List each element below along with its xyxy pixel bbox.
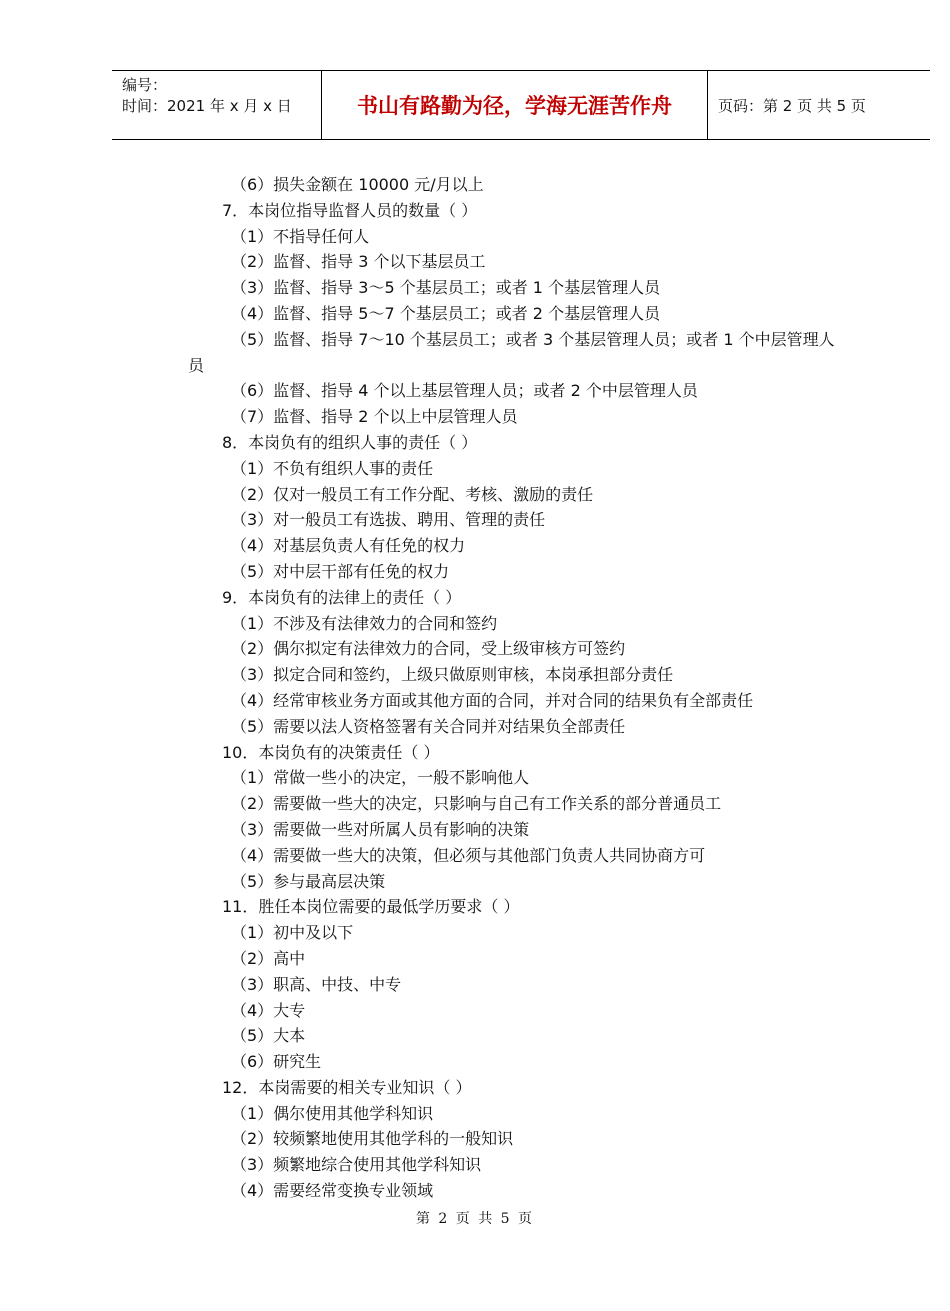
document-body xyxy=(0,172,950,1204)
option-line: （1）初中及以下 xyxy=(231,923,354,943)
option-line: （1）偶尔使用其他学科知识 xyxy=(231,1103,434,1123)
option-line: （4）对基层负责人有任免的权力 xyxy=(231,536,466,556)
option-line: （5）对中层干部有任免的权力 xyxy=(231,561,450,581)
question-line: 11．胜任本岗位需要的最低学历要求（ ） xyxy=(222,897,520,917)
option-line: （2）较频繁地使用其他学科的一般知识 xyxy=(231,1129,514,1149)
page-header xyxy=(112,70,930,140)
option-line: （3）频繁地综合使用其他学科知识 xyxy=(231,1155,482,1175)
question-line: 7．本岗位指导监督人员的数量（ ） xyxy=(222,200,478,220)
option-line: （5）需要以法人资格签署有关合同并对结果负全部责任 xyxy=(231,716,626,736)
option-line: （3）监督、指导 3～5 个基层员工；或者 1 个基层管理人员 xyxy=(231,278,661,298)
document-number: 编号： xyxy=(122,76,168,94)
option-line: （5）大本 xyxy=(231,1026,306,1046)
option-line: （4）监督、指导 5～7 个基层员工；或者 2 个基层管理人员 xyxy=(231,303,661,323)
option-line: （7）监督、指导 2 个以上中层管理人员 xyxy=(231,407,518,427)
page-footer: 第 2 页 共 5 页 xyxy=(415,1211,535,1227)
option-line: （1）不指导任何人 xyxy=(231,226,370,246)
option-line: （6）监督、指导 4 个以上基层管理人员；或者 2 个中层管理人员 xyxy=(231,381,698,401)
option-line: （4）需要经常变换专业领域 xyxy=(231,1181,434,1201)
option-line: （1）不涉及有法律效力的合同和签约 xyxy=(231,613,498,633)
header-page-number: 页码：第 2 页 共 5 页 xyxy=(718,96,866,115)
option-line: （6）研究生 xyxy=(231,1052,322,1072)
option-line: （3）需要做一些对所属人员有影响的决策 xyxy=(231,819,530,839)
option-line: （5）参与最高层决策 xyxy=(231,871,386,891)
option-line: （2）监督、指导 3 个以下基层员工 xyxy=(231,252,486,272)
option-line: （4）需要做一些大的决策，但必须与其他部门负责人共同协商方可 xyxy=(231,845,706,865)
question-line: 12．本岗需要的相关专业知识（ ） xyxy=(222,1077,472,1097)
option-line: （2）偶尔拟定有法律效力的合同，受上级审核方可签约 xyxy=(231,639,626,659)
question-line: 10．本岗负有的决策责任（ ） xyxy=(222,742,440,762)
option-line: （6）损失金额在 10000 元/月以上 xyxy=(231,175,484,194)
document-time: 时间：2021 年 x 月 x 日 xyxy=(122,97,292,115)
question-line: 8．本岗负有的组织人事的责任（ ） xyxy=(222,432,478,452)
option-line: （5）监督、指导 7～10 个基层员工；或者 3 个基层管理人员；或者 1 个中层管理人 xyxy=(231,329,835,349)
question-line: 9．本岗负有的法律上的责任（ ） xyxy=(222,587,462,607)
header-motto: 书山有路勤为径，学海无涯苦作舟 xyxy=(357,94,672,118)
option-line: （4）大专 xyxy=(231,1000,306,1020)
option-line: （2）需要做一些大的决定，只影响与自己有工作关系的部分普通员工 xyxy=(231,794,722,814)
option-line: （2）仅对一般员工有工作分配、考核、激励的责任 xyxy=(231,484,594,504)
option-line: （3）对一般员工有选拔、聘用、管理的责任 xyxy=(231,510,546,530)
header-meta xyxy=(122,75,292,117)
option-line: （1）常做一些小的决定，一般不影响他人 xyxy=(231,768,530,788)
option-line: （3）职高、中技、中专 xyxy=(231,974,402,994)
option-line: （1）不负有组织人事的责任 xyxy=(231,458,434,478)
option-line: （2）高中 xyxy=(231,948,306,968)
option-line: （4）经常审核业务方面或其他方面的合同，并对合同的结果负有全部责任 xyxy=(231,690,754,710)
option-line-continuation: 员 xyxy=(188,355,205,375)
option-line: （3）拟定合同和签约，上级只做原则审核，本岗承担部分责任 xyxy=(231,665,674,685)
